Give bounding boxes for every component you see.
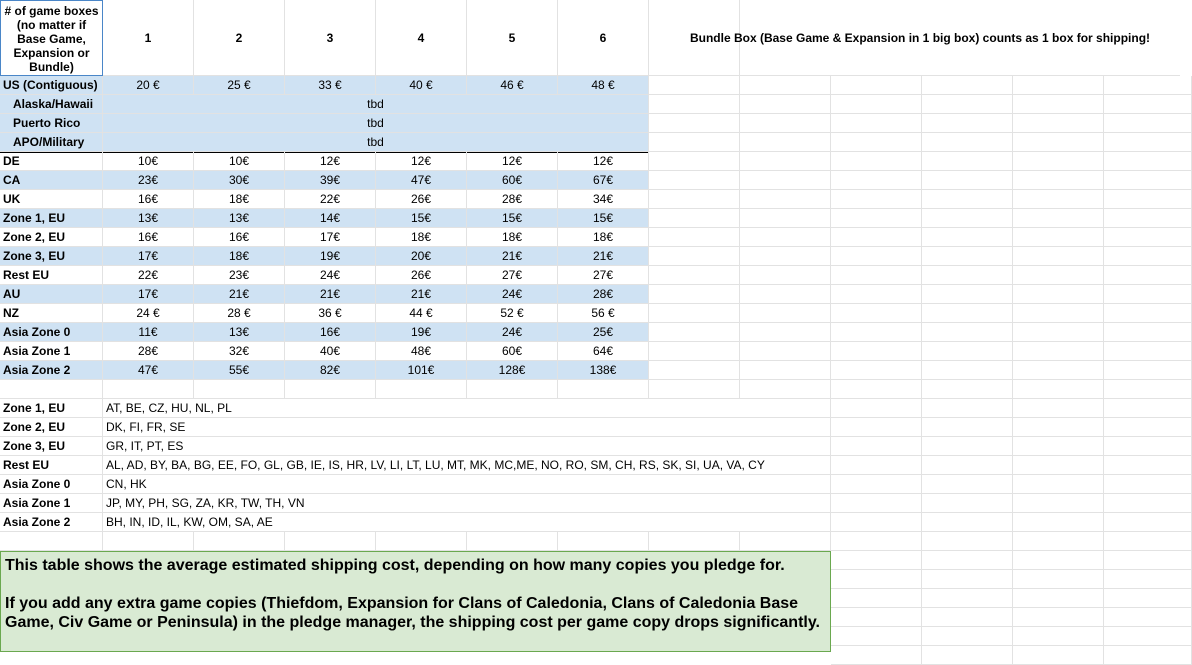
price-cell[interactable]: 22€	[103, 266, 194, 285]
price-cell[interactable]: 24€	[285, 266, 376, 285]
row-label[interactable]: Alaska/Hawaii	[0, 95, 103, 114]
price-cell[interactable]: 47€	[376, 171, 467, 190]
price-cell[interactable]: 16€	[103, 228, 194, 247]
price-cell[interactable]: 17€	[103, 285, 194, 304]
zone-empty[interactable]	[1104, 513, 1192, 532]
row-empty[interactable]	[649, 171, 740, 190]
us-row-empty[interactable]	[831, 114, 922, 133]
row-empty[interactable]	[740, 304, 831, 323]
row-label[interactable]: Zone 1, EU	[0, 209, 103, 228]
header-corner-cell[interactable]: # of game boxes (no matter if Base Game, Expansion or Bundle)	[0, 0, 103, 76]
price-cell[interactable]: 12€	[376, 152, 467, 171]
price-cell[interactable]: 21€	[194, 285, 285, 304]
price-cell[interactable]: 17€	[285, 228, 376, 247]
grid-cell[interactable]	[922, 551, 1013, 570]
row-label[interactable]: Asia Zone 1	[0, 342, 103, 361]
shipping-note[interactable]	[0, 551, 831, 652]
row-label[interactable]: Zone 2, EU	[0, 228, 103, 247]
row-empty[interactable]	[740, 323, 831, 342]
blank-cell[interactable]	[467, 380, 558, 399]
zone-countries[interactable]: AL, AD, BY, BA, BG, EE, FO, GL, GB, IE, IS, HR, LV, LI, LT, LU, MT, MK, MC,ME, NO, RO, SM, CH, RS, SK, SI, UA, VA, CY	[103, 456, 831, 475]
row-empty[interactable]	[1013, 152, 1104, 171]
row-empty[interactable]	[1104, 228, 1192, 247]
us-row-empty[interactable]	[922, 133, 1013, 152]
row-empty[interactable]	[740, 190, 831, 209]
zone-empty[interactable]	[1104, 475, 1192, 494]
grid-cell[interactable]	[1013, 589, 1104, 608]
row-empty[interactable]	[1104, 247, 1192, 266]
blank-cell[interactable]	[467, 532, 558, 551]
blank-cell[interactable]	[1104, 532, 1192, 551]
price-cell[interactable]: 33 €	[285, 76, 376, 95]
row-empty[interactable]	[649, 266, 740, 285]
price-cell[interactable]: 22€	[285, 190, 376, 209]
price-cell[interactable]: 12€	[467, 152, 558, 171]
zone-empty[interactable]	[831, 399, 922, 418]
price-cell[interactable]: 25 €	[194, 76, 285, 95]
zone-empty[interactable]	[831, 418, 922, 437]
zone-empty[interactable]	[831, 513, 922, 532]
blank-cell[interactable]	[285, 532, 376, 551]
us-row-empty[interactable]	[1104, 133, 1192, 152]
row-empty[interactable]	[1104, 323, 1192, 342]
grid-cell[interactable]	[1104, 608, 1192, 627]
zone-label[interactable]: Zone 3, EU	[0, 437, 103, 456]
price-cell[interactable]: 21€	[285, 285, 376, 304]
grid-cell[interactable]	[1104, 627, 1192, 646]
blank-cell[interactable]	[740, 380, 831, 399]
row-empty[interactable]	[649, 152, 740, 171]
row-empty[interactable]	[649, 342, 740, 361]
blank-cell[interactable]	[376, 532, 467, 551]
price-cell[interactable]: 24€	[467, 285, 558, 304]
zone-empty[interactable]	[1013, 437, 1104, 456]
grid-cell[interactable]	[1104, 570, 1192, 589]
blank-cell[interactable]	[194, 532, 285, 551]
row-empty[interactable]	[740, 152, 831, 171]
price-cell[interactable]: 21€	[376, 285, 467, 304]
row-empty[interactable]	[649, 361, 740, 380]
zone-countries[interactable]: JP, MY, PH, SG, ZA, KR, TW, TH, VN	[103, 494, 831, 513]
grid-cell[interactable]	[1013, 627, 1104, 646]
zone-countries[interactable]: BH, IN, ID, IL, KW, OM, SA, AE	[103, 513, 831, 532]
zone-empty[interactable]	[1013, 494, 1104, 513]
grid-cell[interactable]	[922, 589, 1013, 608]
zone-empty[interactable]	[922, 513, 1013, 532]
price-cell[interactable]: 15€	[376, 209, 467, 228]
blank-cell[interactable]	[922, 532, 1013, 551]
price-cell[interactable]: 16€	[285, 323, 376, 342]
row-empty[interactable]	[1104, 285, 1192, 304]
row-label[interactable]: APO/Military	[0, 133, 103, 152]
us-row-empty[interactable]	[922, 114, 1013, 133]
price-cell[interactable]: 16€	[194, 228, 285, 247]
us-row-empty[interactable]	[831, 95, 922, 114]
us-row-empty[interactable]	[831, 76, 922, 95]
row-empty[interactable]	[1013, 361, 1104, 380]
zone-empty[interactable]	[1013, 475, 1104, 494]
row-empty[interactable]	[831, 285, 922, 304]
blank-cell[interactable]	[831, 380, 922, 399]
row-empty[interactable]	[922, 285, 1013, 304]
row-empty[interactable]	[831, 342, 922, 361]
zone-empty[interactable]	[1104, 456, 1192, 475]
price-cell[interactable]: 28€	[558, 285, 649, 304]
blank-cell[interactable]	[1104, 380, 1192, 399]
price-cell[interactable]: 28€	[103, 342, 194, 361]
blank-cell[interactable]	[649, 532, 740, 551]
blank-cell[interactable]	[1013, 380, 1104, 399]
grid-cell[interactable]	[831, 627, 922, 646]
zone-empty[interactable]	[1013, 418, 1104, 437]
price-cell[interactable]: 15€	[467, 209, 558, 228]
us-row-empty[interactable]	[649, 76, 740, 95]
price-cell[interactable]: 128€	[467, 361, 558, 380]
price-cell[interactable]: 28€	[467, 190, 558, 209]
grid-cell[interactable]	[1013, 570, 1104, 589]
note-line-2: If you add any extra game copies (Thiefdom, Expansion for Clans of Caledonia, Clans of Caledonia Base Game, Civ Game or Peninsula) in the pledge manager, the shipping cost per game copy drops significantly.	[5, 595, 820, 631]
us-row-empty[interactable]	[831, 133, 922, 152]
row-label[interactable]: CA	[0, 171, 103, 190]
row-empty[interactable]	[1013, 323, 1104, 342]
price-cell[interactable]: 17€	[103, 247, 194, 266]
blank-cell[interactable]	[194, 380, 285, 399]
price-cell[interactable]: 18€	[194, 190, 285, 209]
us-row-empty[interactable]	[649, 95, 740, 114]
us-row-empty[interactable]	[1104, 95, 1192, 114]
price-cell[interactable]: 24 €	[103, 304, 194, 323]
blank-cell[interactable]	[558, 532, 649, 551]
blank-cell[interactable]	[831, 532, 922, 551]
price-cell[interactable]: 12€	[558, 152, 649, 171]
price-cell[interactable]: 26€	[376, 266, 467, 285]
price-cell[interactable]: 28 €	[194, 304, 285, 323]
price-cell[interactable]: 25€	[558, 323, 649, 342]
grid-cell[interactable]	[1104, 551, 1192, 570]
grid-cell[interactable]	[831, 589, 922, 608]
row-empty[interactable]	[922, 304, 1013, 323]
row-label[interactable]: Rest EU	[0, 266, 103, 285]
grid-cell[interactable]	[922, 570, 1013, 589]
blank-cell[interactable]	[1013, 532, 1104, 551]
row-label[interactable]: US (Contiguous)	[0, 76, 103, 95]
zone-countries[interactable]: DK, FI, FR, SE	[103, 418, 831, 437]
row-empty[interactable]	[1104, 190, 1192, 209]
us-row-empty[interactable]	[740, 133, 831, 152]
tbd-cell[interactable]: tbd	[103, 95, 649, 114]
price-cell[interactable]: 48€	[376, 342, 467, 361]
price-cell[interactable]: 23€	[194, 266, 285, 285]
us-row-empty[interactable]	[649, 114, 740, 133]
us-row-empty[interactable]	[1013, 76, 1104, 95]
row-empty[interactable]	[1104, 342, 1192, 361]
us-row-empty[interactable]	[740, 95, 831, 114]
price-cell[interactable]: 21€	[467, 247, 558, 266]
row-empty[interactable]	[740, 266, 831, 285]
row-empty[interactable]	[1013, 266, 1104, 285]
row-empty[interactable]	[922, 171, 1013, 190]
price-cell[interactable]: 18€	[558, 228, 649, 247]
row-empty[interactable]	[740, 247, 831, 266]
row-empty[interactable]	[922, 361, 1013, 380]
blank-cell[interactable]	[922, 380, 1013, 399]
row-empty[interactable]	[1013, 171, 1104, 190]
row-empty[interactable]	[1013, 342, 1104, 361]
row-label[interactable]: Asia Zone 0	[0, 323, 103, 342]
row-empty[interactable]	[922, 266, 1013, 285]
zone-empty[interactable]	[922, 494, 1013, 513]
price-cell[interactable]: 10€	[194, 152, 285, 171]
row-empty[interactable]	[1013, 190, 1104, 209]
zone-empty[interactable]	[831, 475, 922, 494]
header-count-6[interactable]: 6	[558, 0, 649, 76]
note-line-1: This table shows the average estimated shipping cost, depending on how many copies you pledge for.	[5, 557, 785, 574]
zone-empty[interactable]	[922, 418, 1013, 437]
us-row-empty[interactable]	[1013, 133, 1104, 152]
grid-cell[interactable]	[831, 608, 922, 627]
row-label[interactable]: Asia Zone 2	[0, 361, 103, 380]
header-count-3[interactable]: 3	[285, 0, 376, 76]
zone-label[interactable]: Asia Zone 1	[0, 494, 103, 513]
grid-cell[interactable]	[1104, 589, 1192, 608]
price-cell[interactable]: 47€	[103, 361, 194, 380]
price-cell[interactable]: 52 €	[467, 304, 558, 323]
price-cell[interactable]: 40€	[285, 342, 376, 361]
row-empty[interactable]	[1104, 304, 1192, 323]
row-empty[interactable]	[922, 247, 1013, 266]
row-empty[interactable]	[831, 323, 922, 342]
zone-label[interactable]: Rest EU	[0, 456, 103, 475]
row-empty[interactable]	[922, 323, 1013, 342]
us-row-empty[interactable]	[1013, 95, 1104, 114]
bundle-note[interactable]: Bundle Box (Base Game & Expansion in 1 big box) counts as 1 box for shipping!	[660, 0, 1180, 76]
price-cell[interactable]: 27€	[467, 266, 558, 285]
zone-empty[interactable]	[831, 456, 922, 475]
row-label[interactable]: DE	[0, 152, 103, 171]
header-count-4[interactable]: 4	[376, 0, 467, 76]
grid-cell[interactable]	[1104, 646, 1192, 665]
grid-cell[interactable]	[831, 551, 922, 570]
tbd-cell[interactable]: tbd	[103, 114, 649, 133]
zone-countries[interactable]: CN, HK	[103, 475, 831, 494]
zone-empty[interactable]	[922, 456, 1013, 475]
grid-cell[interactable]	[922, 608, 1013, 627]
row-empty[interactable]	[740, 342, 831, 361]
zone-label[interactable]: Asia Zone 0	[0, 475, 103, 494]
row-empty[interactable]	[649, 247, 740, 266]
header-count-2[interactable]: 2	[194, 0, 285, 76]
row-empty[interactable]	[1013, 304, 1104, 323]
row-empty[interactable]	[649, 323, 740, 342]
blank-cell[interactable]	[0, 380, 103, 399]
us-row-empty[interactable]	[740, 76, 831, 95]
grid-cell[interactable]	[922, 646, 1013, 665]
price-cell[interactable]: 21€	[558, 247, 649, 266]
price-cell[interactable]: 60€	[467, 171, 558, 190]
row-label[interactable]: Puerto Rico	[0, 114, 103, 133]
row-empty[interactable]	[831, 209, 922, 228]
row-empty[interactable]	[831, 266, 922, 285]
price-cell[interactable]: 101€	[376, 361, 467, 380]
price-cell[interactable]: 20€	[376, 247, 467, 266]
zone-empty[interactable]	[1104, 494, 1192, 513]
us-row-empty[interactable]	[1013, 114, 1104, 133]
zone-empty[interactable]	[1104, 418, 1192, 437]
row-empty[interactable]	[922, 228, 1013, 247]
row-empty[interactable]	[1104, 209, 1192, 228]
price-cell[interactable]: 27€	[558, 266, 649, 285]
price-cell[interactable]: 13€	[103, 209, 194, 228]
price-cell[interactable]: 82€	[285, 361, 376, 380]
price-cell[interactable]: 40 €	[376, 76, 467, 95]
row-empty[interactable]	[831, 361, 922, 380]
us-row-empty[interactable]	[1104, 76, 1192, 95]
row-empty[interactable]	[1104, 266, 1192, 285]
us-row-empty[interactable]	[922, 76, 1013, 95]
price-cell[interactable]: 36 €	[285, 304, 376, 323]
row-empty[interactable]	[649, 190, 740, 209]
header-count-1[interactable]: 1	[103, 0, 194, 76]
price-cell[interactable]: 60€	[467, 342, 558, 361]
row-empty[interactable]	[740, 285, 831, 304]
zone-empty[interactable]	[922, 399, 1013, 418]
row-empty[interactable]	[831, 304, 922, 323]
zone-empty[interactable]	[922, 437, 1013, 456]
grid-cell[interactable]	[922, 627, 1013, 646]
price-cell[interactable]: 56 €	[558, 304, 649, 323]
zone-label[interactable]: Zone 2, EU	[0, 418, 103, 437]
zone-empty[interactable]	[1104, 437, 1192, 456]
zone-label[interactable]: Asia Zone 2	[0, 513, 103, 532]
row-empty[interactable]	[831, 190, 922, 209]
price-cell[interactable]: 15€	[558, 209, 649, 228]
price-cell[interactable]: 46 €	[467, 76, 558, 95]
row-empty[interactable]	[649, 304, 740, 323]
row-empty[interactable]	[922, 152, 1013, 171]
price-cell[interactable]: 23€	[103, 171, 194, 190]
price-cell[interactable]: 12€	[285, 152, 376, 171]
zone-empty[interactable]	[831, 494, 922, 513]
blank-cell[interactable]	[376, 380, 467, 399]
row-empty[interactable]	[740, 171, 831, 190]
blank-cell[interactable]	[649, 380, 740, 399]
us-row-empty[interactable]	[922, 95, 1013, 114]
zone-empty[interactable]	[1013, 456, 1104, 475]
grid-cell[interactable]	[1013, 551, 1104, 570]
price-cell[interactable]: 13€	[194, 323, 285, 342]
grid-cell[interactable]	[1013, 646, 1104, 665]
zone-countries[interactable]: GR, IT, PT, ES	[103, 437, 831, 456]
row-label[interactable]: AU	[0, 285, 103, 304]
price-cell[interactable]: 18€	[376, 228, 467, 247]
grid-cell[interactable]	[1013, 608, 1104, 627]
price-cell[interactable]: 64€	[558, 342, 649, 361]
price-cell[interactable]: 32€	[194, 342, 285, 361]
zone-empty[interactable]	[1013, 399, 1104, 418]
row-empty[interactable]	[649, 285, 740, 304]
row-empty[interactable]	[922, 190, 1013, 209]
price-cell[interactable]: 55€	[194, 361, 285, 380]
price-cell[interactable]: 13€	[194, 209, 285, 228]
row-empty[interactable]	[831, 152, 922, 171]
price-cell[interactable]: 26€	[376, 190, 467, 209]
row-empty[interactable]	[740, 228, 831, 247]
price-cell[interactable]: 19€	[285, 247, 376, 266]
row-empty[interactable]	[1104, 152, 1192, 171]
row-empty[interactable]	[1013, 247, 1104, 266]
zone-label[interactable]: Zone 1, EU	[0, 399, 103, 418]
price-cell[interactable]: 138€	[558, 361, 649, 380]
blank-cell[interactable]	[740, 532, 831, 551]
us-row-empty[interactable]	[740, 114, 831, 133]
price-cell[interactable]: 18€	[467, 228, 558, 247]
price-cell[interactable]: 34€	[558, 190, 649, 209]
row-empty[interactable]	[922, 342, 1013, 361]
zone-empty[interactable]	[1104, 399, 1192, 418]
blank-cell[interactable]	[103, 380, 194, 399]
price-cell[interactable]: 30€	[194, 171, 285, 190]
row-empty[interactable]	[922, 209, 1013, 228]
blank-cell[interactable]	[0, 532, 103, 551]
zone-empty[interactable]	[922, 475, 1013, 494]
row-empty[interactable]	[1013, 228, 1104, 247]
price-cell[interactable]: 10€	[103, 152, 194, 171]
row-empty[interactable]	[649, 209, 740, 228]
row-empty[interactable]	[740, 361, 831, 380]
zone-empty[interactable]	[1013, 513, 1104, 532]
price-cell[interactable]: 67€	[558, 171, 649, 190]
row-empty[interactable]	[831, 228, 922, 247]
price-cell[interactable]: 18€	[194, 247, 285, 266]
row-empty[interactable]	[1013, 209, 1104, 228]
blank-cell[interactable]	[285, 380, 376, 399]
header-count-5[interactable]: 5	[467, 0, 558, 76]
row-label[interactable]: NZ	[0, 304, 103, 323]
row-empty[interactable]	[1013, 285, 1104, 304]
grid-cell[interactable]	[831, 570, 922, 589]
price-cell[interactable]: 11€	[103, 323, 194, 342]
price-cell[interactable]: 24€	[467, 323, 558, 342]
tbd-cell[interactable]: tbd	[103, 133, 649, 152]
price-cell[interactable]: 44 €	[376, 304, 467, 323]
row-empty[interactable]	[1104, 361, 1192, 380]
blank-cell[interactable]	[103, 532, 194, 551]
blank-cell[interactable]	[558, 380, 649, 399]
price-cell[interactable]: 16€	[103, 190, 194, 209]
price-cell[interactable]: 20 €	[103, 76, 194, 95]
zone-empty[interactable]	[831, 437, 922, 456]
us-row-empty[interactable]	[649, 133, 740, 152]
row-empty[interactable]	[1104, 171, 1192, 190]
row-label[interactable]: Zone 3, EU	[0, 247, 103, 266]
row-empty[interactable]	[831, 247, 922, 266]
row-empty[interactable]	[740, 209, 831, 228]
grid-cell[interactable]	[831, 646, 922, 665]
price-cell[interactable]: 19€	[376, 323, 467, 342]
price-cell[interactable]: 48 €	[558, 76, 649, 95]
zone-countries[interactable]: AT, BE, CZ, HU, NL, PL	[103, 399, 831, 418]
row-empty[interactable]	[831, 171, 922, 190]
price-cell[interactable]: 39€	[285, 171, 376, 190]
row-label[interactable]: UK	[0, 190, 103, 209]
row-empty[interactable]	[649, 228, 740, 247]
price-cell[interactable]: 14€	[285, 209, 376, 228]
us-row-empty[interactable]	[1104, 114, 1192, 133]
